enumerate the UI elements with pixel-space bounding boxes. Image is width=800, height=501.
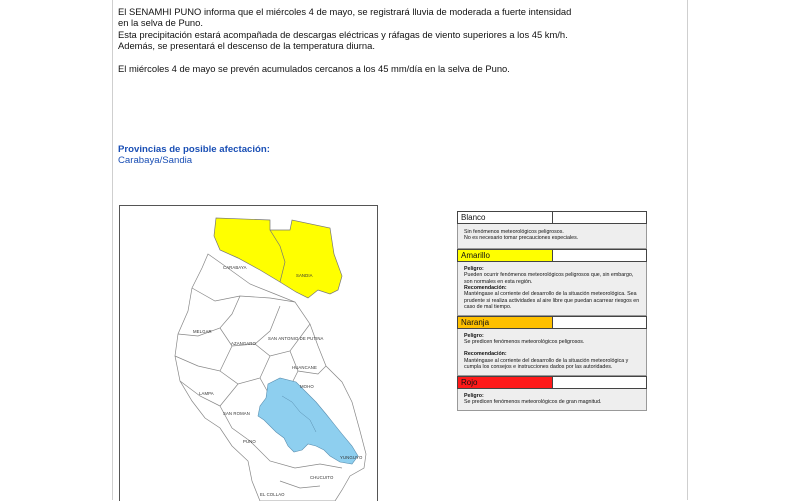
legend-description	[457, 224, 647, 249]
bulletin-line: Esta precipitación estará acompañada de descargas eléctricas y ráfagas de viento superiores a los 45 km/h.	[118, 28, 568, 40]
legend-text: Manténgase al corriente del desarrollo de la situación meteorológica y cumpla los consejos e instrucciones dados por las autoridades.	[464, 357, 629, 371]
map-label-moho: MOHO	[300, 384, 314, 389]
legend-description	[457, 389, 647, 411]
puno-map-svg	[120, 206, 377, 501]
legend-label: Peligro:	[464, 332, 484, 339]
region-map	[119, 205, 378, 501]
legend-description	[457, 329, 647, 376]
map-label-sandia: SANDIA	[296, 273, 313, 278]
legend-text: Sin fenómenos meteorológicos peligrosos.	[464, 229, 564, 235]
legend-title: Naranja	[458, 317, 553, 328]
bulletin-line: El SENAMHI PUNO informa que el miércoles 4 de mayo, se registrará lluvia de moderada a fuerte intensidad	[118, 6, 572, 17]
legend-blanco	[457, 211, 647, 249]
map-label-carabaya: CARABAYA	[223, 265, 247, 270]
region-outline	[175, 254, 366, 501]
map-label-lampa: LAMPA	[199, 391, 214, 396]
map-label-yunguyo: YUNGUYO	[340, 455, 363, 460]
legend-label: Recomendación:	[464, 285, 507, 292]
alert-legend	[457, 211, 647, 411]
map-label-azangaro: AZANGARO	[231, 341, 256, 346]
legend-header	[457, 249, 647, 262]
legend-text: Pueden ocurrir fenómenos meteorológicos peligrosos que, sin embargo, son normales en esta región.	[464, 272, 634, 285]
bulletin-text	[118, 6, 686, 74]
legend-text: No es necesario tomar precauciones especiales.	[464, 235, 579, 242]
map-label-san-antonio: SAN ANTONIO DE PUTINA	[268, 336, 324, 341]
bulletin-line: Además, se presentará el descenso de la temperatura diurna.	[118, 40, 375, 52]
map-label-san-roman: SAN ROMAN	[223, 411, 250, 416]
legend-description	[457, 262, 647, 316]
legend-label: Recomendación:	[464, 351, 507, 358]
legend-header	[457, 316, 647, 329]
legend-text: Manténgase al corriente del desarrollo de la situación meteorológica. Sea prudente si realiza actividades al aire libre que puedan acarrear riesgos en caso de mal tiempo.	[464, 291, 640, 311]
legend-amarillo	[457, 249, 647, 316]
legend-text: Se predicen fenómenos meteorológicos peligrosos.	[464, 339, 585, 346]
legend-label: Peligro:	[464, 265, 484, 272]
map-label-el-collao: EL COLLAO	[260, 492, 285, 497]
map-label-puno: PUNO	[243, 439, 256, 444]
map-label-chucuito: CHUCUITO	[310, 475, 334, 480]
map-label-melgar: MELGAR	[193, 329, 212, 334]
map-label-huancane: HUANCANE	[292, 365, 317, 370]
legend-header	[457, 376, 647, 389]
legend-text: Se predicen fenómenos meteorológicos de gran magnitud.	[464, 399, 602, 406]
legend-header	[457, 211, 647, 224]
legend-title: Amarillo	[458, 250, 553, 261]
provinces-list: Carabaya/Sandia	[118, 155, 193, 166]
legend-naranja	[457, 316, 647, 376]
bulletin-line: en la selva de Puno.	[118, 17, 203, 29]
provinces-title: Provincias de posible afectación:	[118, 144, 270, 155]
legend-label: Peligro:	[464, 392, 484, 399]
bulletin-line: El miércoles 4 de mayo se prevén acumulados cercanos a los 45 mm/día en la selva de Puno.	[118, 62, 510, 74]
legend-rojo	[457, 376, 647, 411]
legend-title: Blanco	[458, 212, 553, 223]
legend-title: Rojo	[458, 377, 553, 388]
